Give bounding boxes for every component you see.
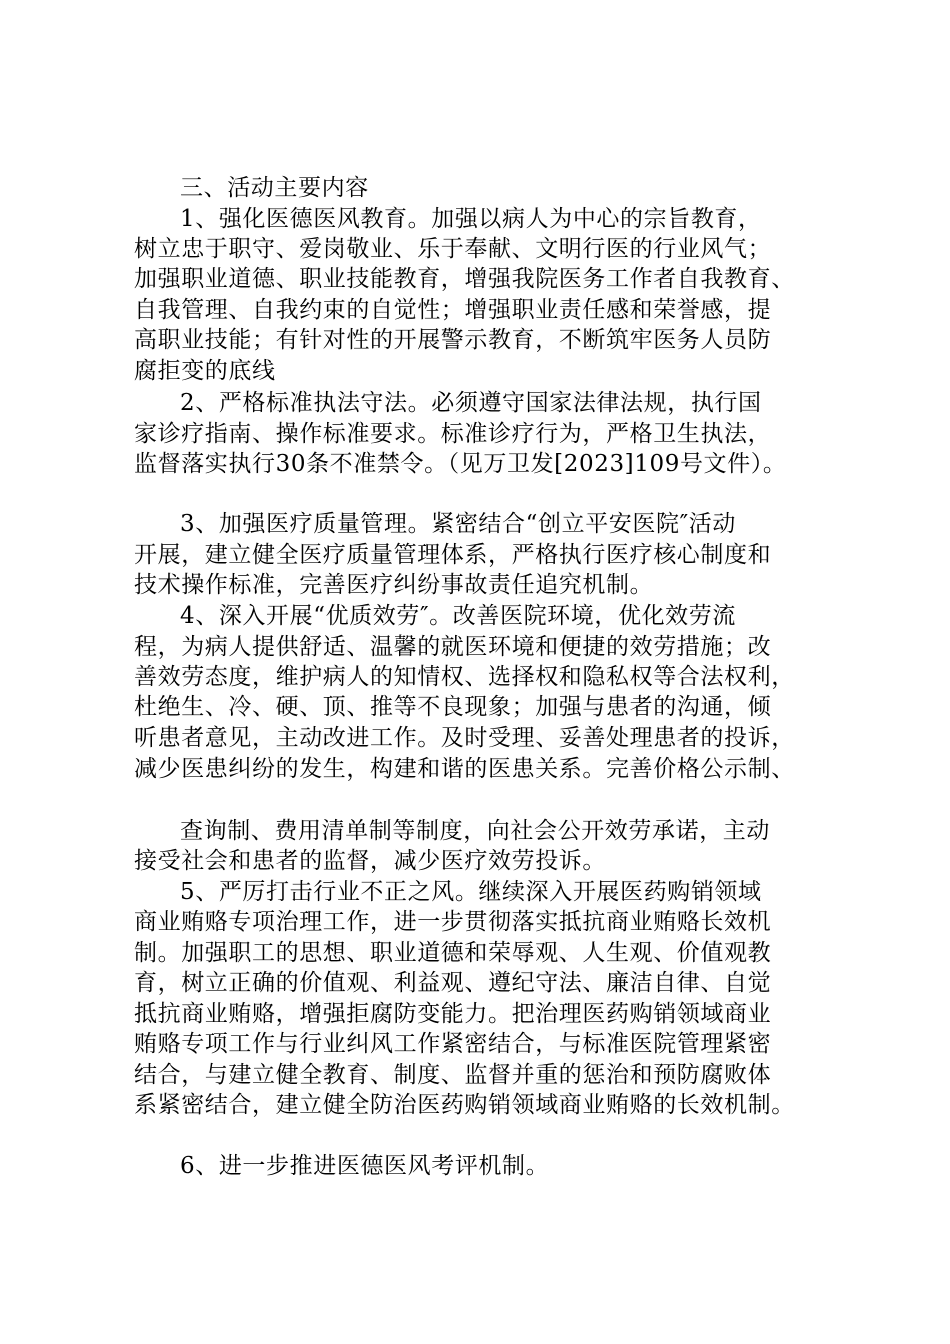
paragraph-4-line-6: 减少医患纠纷的发生，构建和谐的医患关系。完善价格公示制、 <box>134 756 795 782</box>
paragraph-3-line-2: 开展，建立健全医疗质量管理体系，严格执行医疗核心制度和 <box>134 542 772 568</box>
paragraph-3-line-3: 技术操作标准，完善医疗纠纷事故责任追究机制。 <box>134 572 654 598</box>
paragraph-5-line-2: 商业贿赂专项治理工作，进一步贯彻落实抵抗商业贿赂长效机 <box>134 909 772 935</box>
paragraph-4-line-3: 善效劳态度，维护病人的知情权、选择权和隐私权等合法权利， <box>134 664 795 690</box>
paragraph-4-line-2: 程，为病人提供舒适、温馨的就医环境和便捷的效劳措施；改 <box>134 634 772 660</box>
paragraph-3-line-1: 3、加强医疗质量管理。紧密结合“创立平安医院″活动 <box>180 511 736 537</box>
paragraph-4b-line-1: 查询制、费用清单制等制度，向社会公开效劳承诺，主动 <box>180 818 770 844</box>
paragraph-5-line-5: 抵抗商业贿赂，增强拒腐防变能力。把治理医药购销领域商业 <box>134 1001 772 1027</box>
paragraph-6-line-1: 6、进一步推进医德医风考评机制。 <box>180 1153 550 1179</box>
paragraph-5-line-7: 结合，与建立健全教育、制度、监督并重的惩治和预防腐败体 <box>134 1062 772 1088</box>
paragraph-4-line-4: 杜绝生、冷、硬、顶、推等不良现象；加强与患者的沟通，倾 <box>134 694 772 720</box>
paragraph-5-line-8: 系紧密结合，建立健全防治医药购销领域商业贿赂的长效机制。 <box>134 1092 795 1118</box>
paragraph-1-line-6: 腐拒变的底线 <box>134 358 276 384</box>
paragraph-2-line-2: 家诊疗指南、操作标准要求。标准诊疗行为，严格卫生执法， <box>134 421 772 447</box>
section-heading: 三、活动主要内容 <box>180 175 369 201</box>
paragraph-5-line-6: 贿赂专项工作与行业纠风工作紧密结合，与标准医院管理紧密 <box>134 1031 772 1057</box>
paragraph-1-line-2: 树立忠于职守、爱岗敬业、乐于奉献、文明行医的行业风气； <box>134 236 772 262</box>
paragraph-2-line-1: 2、严格标准执法守法。必须遵守国家法律法规，执行国 <box>180 390 762 416</box>
paragraph-5-line-4: 育，树立正确的价值观、利益观、遵纪守法、廉洁自律、自觉 <box>134 970 772 996</box>
paragraph-1-line-1: 1、强化医德医风教育。加强以病人为中心的宗旨教育， <box>180 206 762 232</box>
paragraph-4-line-5: 听患者意见，主动改进工作。及时受理、妥善处理患者的投诉， <box>134 725 795 751</box>
paragraph-5-line-3: 制。加强职工的思想、职业道德和荣辱观、人生观、价值观教 <box>134 940 772 966</box>
paragraph-5-line-1: 5、严厉打击行业不正之风。继续深入开展医药购销领域 <box>180 879 762 905</box>
paragraph-1-line-5: 高职业技能；有针对性的开展警示教育，不断筑牢医务人员防 <box>134 327 772 353</box>
paragraph-4b-line-2: 接受社会和患者的监督，减少医疗效劳投诉。 <box>134 848 606 874</box>
paragraph-1-line-3: 加强职业道德、职业技能教育，增强我院医务工作者自我教育、 <box>134 266 795 292</box>
paragraph-2-line-3: 监督落实执行30条不准禁令。（见万卫发[2023]109号文件）。 <box>134 451 787 477</box>
paragraph-1-line-4: 自我管理、自我约束的自觉性；增强职业责任感和荣誉感，提 <box>134 297 772 323</box>
paragraph-4-line-1: 4、深入开展“优质效劳″。改善医院环境，优化效劳流 <box>180 603 736 629</box>
